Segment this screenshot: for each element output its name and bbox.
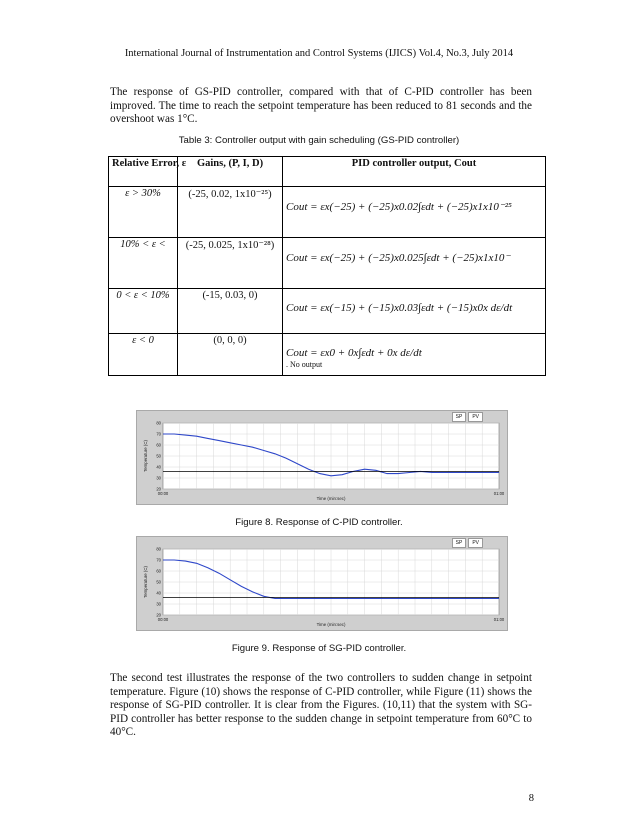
table-row bbox=[109, 238, 546, 289]
row2-error: 10% < ε < bbox=[109, 238, 178, 289]
row1-gains: (-25, 0.02, 1x10⁻²⁵) bbox=[178, 187, 283, 238]
x-tick-label: 00:00 bbox=[157, 617, 169, 622]
header-relative-error: Relative Error, ε bbox=[109, 157, 178, 187]
chart-legend bbox=[452, 538, 483, 548]
table-row bbox=[109, 289, 546, 334]
row3-output: Cout = εx(−15) + (−15)x0.03∫εdt + (−15)x0x dε/dt bbox=[286, 302, 513, 314]
y-tick-label: 50 bbox=[156, 453, 161, 459]
figure-8-chart-panel bbox=[136, 410, 508, 505]
legend-pv: PV bbox=[468, 412, 483, 422]
y-tick-label: 80 bbox=[156, 546, 161, 552]
y-axis-label: Temperature (C) bbox=[143, 566, 148, 598]
y-axis-label: Temperature (C) bbox=[143, 440, 148, 472]
row2-output: Cout = εx(−25) + (−25)x0.025∫εdt + (−25)x1x10⁻ bbox=[286, 252, 511, 264]
x-axis-label: Time (min:sec) bbox=[316, 622, 346, 627]
row3-error: 0 < ε < 10% bbox=[109, 289, 178, 334]
figure-8-caption: Figure 8. Response of C-PID controller. bbox=[235, 517, 403, 528]
y-tick-label: 30 bbox=[156, 601, 161, 607]
y-tick-label: 60 bbox=[156, 442, 161, 448]
x-tick-label: 00:00 bbox=[157, 491, 169, 496]
header-pid-output: PID controller output, Cout bbox=[283, 157, 546, 187]
legend-sp: SP bbox=[452, 412, 467, 422]
page-number: 8 bbox=[528, 793, 534, 804]
y-tick-label: 80 bbox=[156, 420, 161, 426]
table-caption: Table 3: Controller output with gain scheduling (GS-PID controller) bbox=[178, 135, 460, 146]
y-tick-label: 50 bbox=[156, 579, 161, 585]
row4-gains: (0, 0, 0) bbox=[178, 334, 283, 376]
y-tick-label: 40 bbox=[156, 464, 161, 470]
x-tick-label: 01:00 bbox=[493, 491, 505, 496]
legend-pv: PV bbox=[468, 538, 483, 548]
figure-8-chart bbox=[137, 411, 507, 504]
y-tick-label: 30 bbox=[156, 475, 161, 481]
controller-output-table bbox=[108, 156, 546, 376]
y-tick-label: 20 bbox=[156, 486, 161, 492]
y-tick-label: 20 bbox=[156, 612, 161, 618]
legend-sp: SP bbox=[452, 538, 467, 548]
table-row bbox=[109, 187, 546, 238]
journal-header: International Journal of Instrumentation and Control Systems (IJICS) Vol.4, No.3, July 2014 bbox=[124, 48, 514, 59]
figure-9-chart bbox=[137, 537, 507, 630]
row2-gains: (-25, 0.025, 1x10⁻²⁸) bbox=[178, 238, 283, 289]
figure-9-chart-panel bbox=[136, 536, 508, 631]
row1-output: Cout = εx(−25) + (−25)x0.02∫εdt + (−25)x1x10⁻²⁵ bbox=[286, 201, 512, 213]
chart-legend bbox=[452, 412, 483, 422]
figure-9-caption: Figure 9. Response of SG-PID controller. bbox=[231, 643, 407, 654]
paragraph-gs-pid-improvement: The response of GS-PID controller, compared with that of C-PID controller has been improved. The time to reach the setpoint temperature has been reduced to 81 seconds and the overshoot was 1°C. bbox=[110, 86, 532, 126]
x-axis-label: Time (min:sec) bbox=[316, 496, 346, 501]
row4-note: . No output bbox=[286, 360, 323, 369]
x-tick-label: 01:00 bbox=[493, 617, 505, 622]
paragraph-second-test: The second test illustrates the response of the two controllers to sudden change in setpoint temperature. Figure (10) shows the response of C-PID controller, while Figure (11) shows the response of SG-PID controller. It is clear from the Figures. (10,11) that the system with SG-PID controller has better response to the sudden change in setpoint temperature from 60°C to 40°C. bbox=[110, 672, 532, 739]
y-tick-label: 40 bbox=[156, 590, 161, 596]
row1-error: ε > 30% bbox=[109, 187, 178, 238]
y-tick-label: 70 bbox=[156, 557, 161, 563]
row4-error: ε < 0 bbox=[109, 334, 178, 376]
y-tick-label: 60 bbox=[156, 568, 161, 574]
header-gains: Gains, (P, I, D) bbox=[178, 157, 283, 187]
row3-gains: (-15, 0.03, 0) bbox=[178, 289, 283, 334]
table-row bbox=[109, 334, 546, 376]
row4-output: Cout = εx0 + 0x∫εdt + 0x dε/dt bbox=[286, 347, 422, 359]
y-tick-label: 70 bbox=[156, 431, 161, 437]
